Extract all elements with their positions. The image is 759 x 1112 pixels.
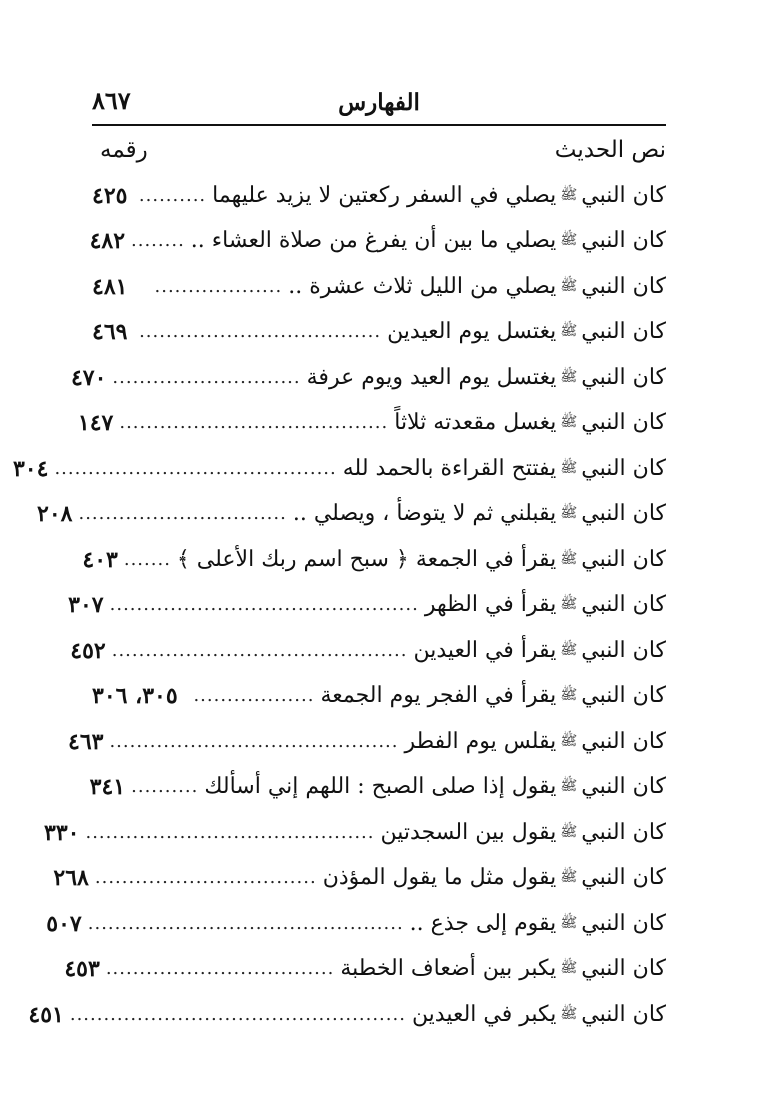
entry-text: يكبر في العيدين — [411, 1001, 557, 1027]
entry-text: يقوم إلى جذع .. — [409, 910, 557, 936]
index-entry — [92, 173, 666, 219]
dot-leader: ........................................... — [85, 821, 375, 843]
entry-text: يقبلني ثم لا يتوضأ ، ويصلي .. — [292, 501, 557, 527]
entry-subject: كان النبي — [581, 228, 666, 254]
honorific-glyph-icon: ﷺ — [560, 596, 578, 613]
column-header-number: رقمه — [100, 137, 148, 163]
entry-subject: كان النبي — [581, 319, 666, 345]
entry-text: يفتتح القراءة بالحمد لله — [342, 455, 557, 481]
entry-hadith-number: ٤٠٣ — [82, 546, 118, 573]
column-header-hadith-text: نص الحديث — [554, 137, 666, 163]
index-entry — [89, 765, 666, 811]
entry-hadith-number: ٣٠٥، ٣٠٦ — [92, 683, 178, 710]
entry-subject: كان النبي — [581, 410, 666, 436]
entry-text: يغتسل يوم العيد ويوم عرفة — [306, 364, 557, 390]
entry-hadith-number: ٤٢٥ — [92, 182, 128, 209]
entry-hadith-number: ٢٦٨ — [53, 865, 89, 892]
dot-leader: ............................ — [112, 366, 301, 388]
entry-text: يصلي من الليل ثلاث عشرة .. — [288, 273, 557, 299]
dot-leader: .......... — [131, 776, 199, 798]
honorific-glyph-icon: ﷺ — [560, 1005, 578, 1022]
index-entry — [92, 674, 666, 720]
entry-text: يقول بين السجدتين — [380, 819, 557, 845]
page-number: ٨٦٧ — [92, 86, 131, 115]
entry-subject: كان النبي — [581, 182, 666, 208]
honorific-glyph-icon: ﷺ — [560, 277, 578, 294]
entry-text: يقرأ في الظهر — [424, 592, 557, 618]
entry-hadith-number: ٤٥١ — [28, 1001, 64, 1028]
dot-leader: ........................................... — [109, 730, 399, 752]
honorific-glyph-icon: ﷺ — [560, 823, 578, 840]
index-entry — [53, 856, 666, 902]
honorific-glyph-icon: ﷺ — [560, 687, 578, 704]
honorific-glyph-icon: ﷺ — [560, 778, 578, 795]
index-entry — [70, 355, 666, 401]
honorific-glyph-icon: ﷺ — [560, 914, 578, 931]
index-entry — [46, 901, 666, 947]
index-entry — [89, 219, 666, 265]
entry-subject: كان النبي — [581, 728, 666, 754]
entry-subject: كان النبي — [581, 865, 666, 891]
index-entry — [37, 492, 666, 538]
entry-subject: كان النبي — [581, 501, 666, 527]
entry-hadith-number: ٤٦٣ — [68, 728, 104, 755]
entry-hadith-number: ٣٣٠ — [44, 819, 80, 846]
dot-leader: .................................. — [105, 958, 335, 980]
entry-subject: كان النبي — [581, 910, 666, 936]
dot-leader: ............................................... — [87, 912, 404, 934]
entry-subject: كان النبي — [581, 774, 666, 800]
entry-subject: كان النبي — [581, 592, 666, 618]
index-entry — [12, 446, 666, 492]
entry-subject: كان النبي — [581, 364, 666, 390]
dot-leader: .................................................. — [69, 1003, 406, 1025]
dot-leader: ............................................ — [111, 639, 408, 661]
dot-leader: ................................. — [94, 867, 317, 889]
honorific-glyph-icon: ﷺ — [560, 550, 578, 567]
entry-hadith-number: ٤٥٢ — [70, 637, 106, 664]
dot-leader: .............................................. — [109, 594, 419, 616]
honorific-glyph-icon: ﷺ — [560, 368, 578, 385]
entry-text: يقول إذا صلى الصبح : اللهم إني أسألك — [204, 774, 557, 800]
running-head — [92, 84, 666, 124]
index-entry — [44, 810, 666, 856]
entry-text: يغسل مقعدته ثلاثاً — [394, 410, 557, 436]
page-title: الفهارس — [338, 89, 420, 116]
index-entry — [92, 264, 666, 310]
entry-hadith-number: ٤٦٩ — [92, 319, 128, 346]
entry-subject: كان النبي — [581, 455, 666, 481]
dot-leader: ............................... — [78, 503, 287, 525]
dot-leader: .................. — [193, 685, 315, 707]
index-entry — [28, 992, 666, 1038]
index-entry — [92, 310, 666, 356]
entry-hadith-number: ٢٠٨ — [37, 501, 73, 528]
entry-hadith-number: ١٤٧ — [77, 410, 114, 437]
entry-hadith-number: ٤٥٣ — [64, 956, 100, 983]
column-headers — [92, 134, 666, 170]
entry-subject: كان النبي — [581, 546, 666, 572]
entry-subject: كان النبي — [581, 683, 666, 709]
honorific-glyph-icon: ﷺ — [560, 505, 578, 522]
honorific-glyph-icon: ﷺ — [560, 732, 578, 749]
entry-hadith-number: ٣٠٤ — [12, 455, 49, 482]
entry-hadith-number: ٤٨٢ — [89, 228, 126, 255]
entry-subject: كان النبي — [581, 637, 666, 663]
dot-leader: ....... — [123, 548, 171, 570]
dot-leader: .................................... — [139, 321, 382, 343]
honorific-glyph-icon: ﷺ — [560, 414, 578, 431]
entry-text: يقلس يوم الفطر — [404, 728, 557, 754]
index-entry — [64, 947, 666, 993]
honorific-glyph-icon: ﷺ — [560, 869, 578, 886]
entry-hadith-number: ٣٤١ — [89, 774, 126, 801]
honorific-glyph-icon: ﷺ — [560, 459, 578, 476]
entry-subject: كان النبي — [581, 956, 666, 982]
entry-hadith-number: ٤٧٠ — [70, 364, 107, 391]
entry-subject: كان النبي — [581, 819, 666, 845]
index-entry — [68, 719, 666, 765]
entry-text: يقرأ في الجمعة ﴿ سبح اسم ربك الأعلى ﴾ — [176, 546, 557, 572]
index-entry — [68, 583, 666, 629]
index-entry — [82, 537, 666, 583]
entry-text: يصلي في السفر ركعتين لا يزيد عليهما — [212, 182, 557, 208]
entry-text: يقول مثل ما يقول المؤذن — [322, 865, 557, 891]
honorific-glyph-icon: ﷺ — [560, 186, 578, 203]
entry-text: يقرأ في الفجر يوم الجمعة — [320, 683, 557, 709]
header-divider — [92, 124, 666, 126]
dot-leader: ................... — [154, 275, 283, 297]
entry-text: يقرأ في العيدين — [413, 637, 557, 663]
entry-subject: كان النبي — [581, 1001, 666, 1027]
honorific-glyph-icon: ﷺ — [560, 323, 578, 340]
index-entry — [70, 628, 666, 674]
honorific-glyph-icon: ﷺ — [560, 641, 578, 658]
dot-leader: ........................................ — [119, 412, 389, 434]
entry-hadith-number: ٥٠٧ — [46, 910, 82, 937]
index-list — [12, 173, 666, 1038]
index-entry — [77, 401, 666, 447]
dot-leader: .......... — [138, 184, 207, 206]
honorific-glyph-icon: ﷺ — [560, 232, 578, 249]
honorific-glyph-icon: ﷺ — [560, 960, 578, 977]
dot-leader: .......................................... — [54, 457, 337, 479]
entry-subject: كان النبي — [581, 273, 666, 299]
entry-text: يصلي ما بين أن يفرغ من صلاة العشاء .. — [190, 228, 557, 254]
entry-hadith-number: ٣٠٧ — [68, 592, 104, 619]
entry-text: يغتسل يوم العيدين — [387, 319, 557, 345]
entry-hadith-number: ٤٨١ — [92, 273, 128, 300]
entry-text: يكبر بين أضعاف الخطبة — [340, 956, 557, 982]
dot-leader: ........ — [131, 230, 185, 252]
